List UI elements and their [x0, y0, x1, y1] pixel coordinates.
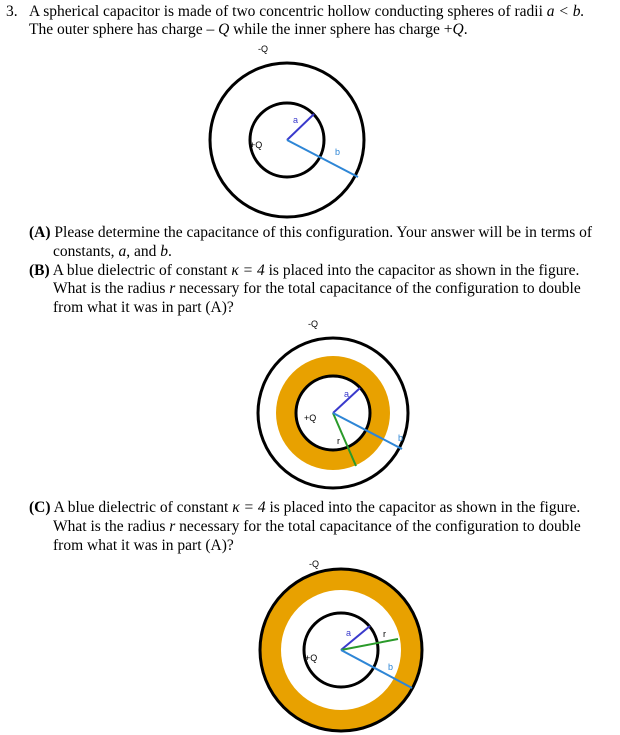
part-b-text-1a: A blue dielectric of constant [52, 262, 228, 279]
fig2-label-a: a [344, 389, 350, 399]
part-b-kappa: κ = 4 [231, 262, 265, 279]
part-c-text-1a: A blue dielectric of constant [53, 499, 229, 516]
part-b-var-r: r [169, 280, 176, 297]
figure-1 [205, 45, 385, 225]
problem-text-2a: The outer sphere has charge – [29, 21, 215, 38]
problem-line-1 [29, 3, 584, 21]
part-a-text-1: Please determine the capacitance of this configuration. Your answer will be in terms of [54, 224, 593, 241]
problem-number: 3. [6, 3, 18, 20]
fig3-outer-charge: -Q [309, 559, 319, 569]
part-c-kappa: κ = 4 [232, 499, 266, 516]
fig1-label-a: a [293, 115, 299, 125]
part-a-var-a: a [118, 243, 127, 260]
part-a-label: (A) [29, 224, 51, 241]
part-b-text-2a: What is the radius [53, 280, 166, 297]
fig1-outer-charge: -Q [258, 44, 268, 54]
fig2-label-r: r [337, 436, 340, 446]
part-a-line-2 [53, 243, 172, 261]
part-b-line-2 [53, 280, 581, 298]
part-c-line-2 [53, 518, 581, 536]
problem-text-2b: while the inner sphere has charge + [233, 21, 453, 38]
fig3-label-r: r [383, 629, 386, 639]
part-c-var-r: r [169, 518, 176, 535]
part-a-text-2-end: . [167, 243, 172, 260]
figure-3 [250, 552, 430, 735]
fig2-inner-charge: +Q [304, 413, 317, 423]
part-c-label: (C) [29, 499, 51, 516]
problem-text-2-end: . [463, 21, 468, 38]
problem-radii-math: a < b. [546, 3, 585, 20]
fig2-outer-charge: -Q [308, 319, 318, 329]
part-a-text-2a: constants, [53, 243, 115, 260]
problem-text-1: A spherical capacitor is made of two concentric hollow conducting spheres of radii [29, 3, 543, 20]
figure-2 [250, 310, 430, 500]
part-a-text-2b: , and [126, 243, 157, 260]
part-b-text-2b: necessary for the total capacitance of the configuration to double [179, 280, 581, 297]
fig3-inner-charge: +Q [305, 653, 318, 663]
fig3-label-b: b [388, 662, 394, 672]
problem-q-outer: Q [218, 21, 230, 38]
problem-line-2 [29, 21, 468, 39]
problem-q-inner: Q [452, 21, 464, 38]
fig2-label-b: b [398, 433, 404, 443]
part-c-text-2b: necessary for the total capacitance of the configuration to double [179, 518, 581, 535]
part-c-line-3: from what it was in part (A)? [53, 537, 234, 554]
part-b-line-1 [29, 262, 579, 280]
fig3-label-a: a [346, 628, 352, 638]
part-a-line-1 [29, 224, 592, 242]
fig1-radius-a [287, 114, 314, 140]
part-b-line-3: from what it was in part (A)? [53, 299, 234, 316]
part-c-text-1b: is placed into the capacitor as shown in the figure. [269, 499, 581, 516]
fig1-inner-charge: +Q [250, 140, 263, 150]
part-c-line-1 [29, 499, 580, 517]
fig1-label-b: b [335, 147, 341, 157]
part-c-text-2a: What is the radius [53, 518, 166, 535]
part-b-label: (B) [29, 262, 50, 279]
part-a-var-b: b [160, 243, 168, 260]
part-b-text-1b: is placed into the capacitor as shown in the figure. [268, 262, 580, 279]
